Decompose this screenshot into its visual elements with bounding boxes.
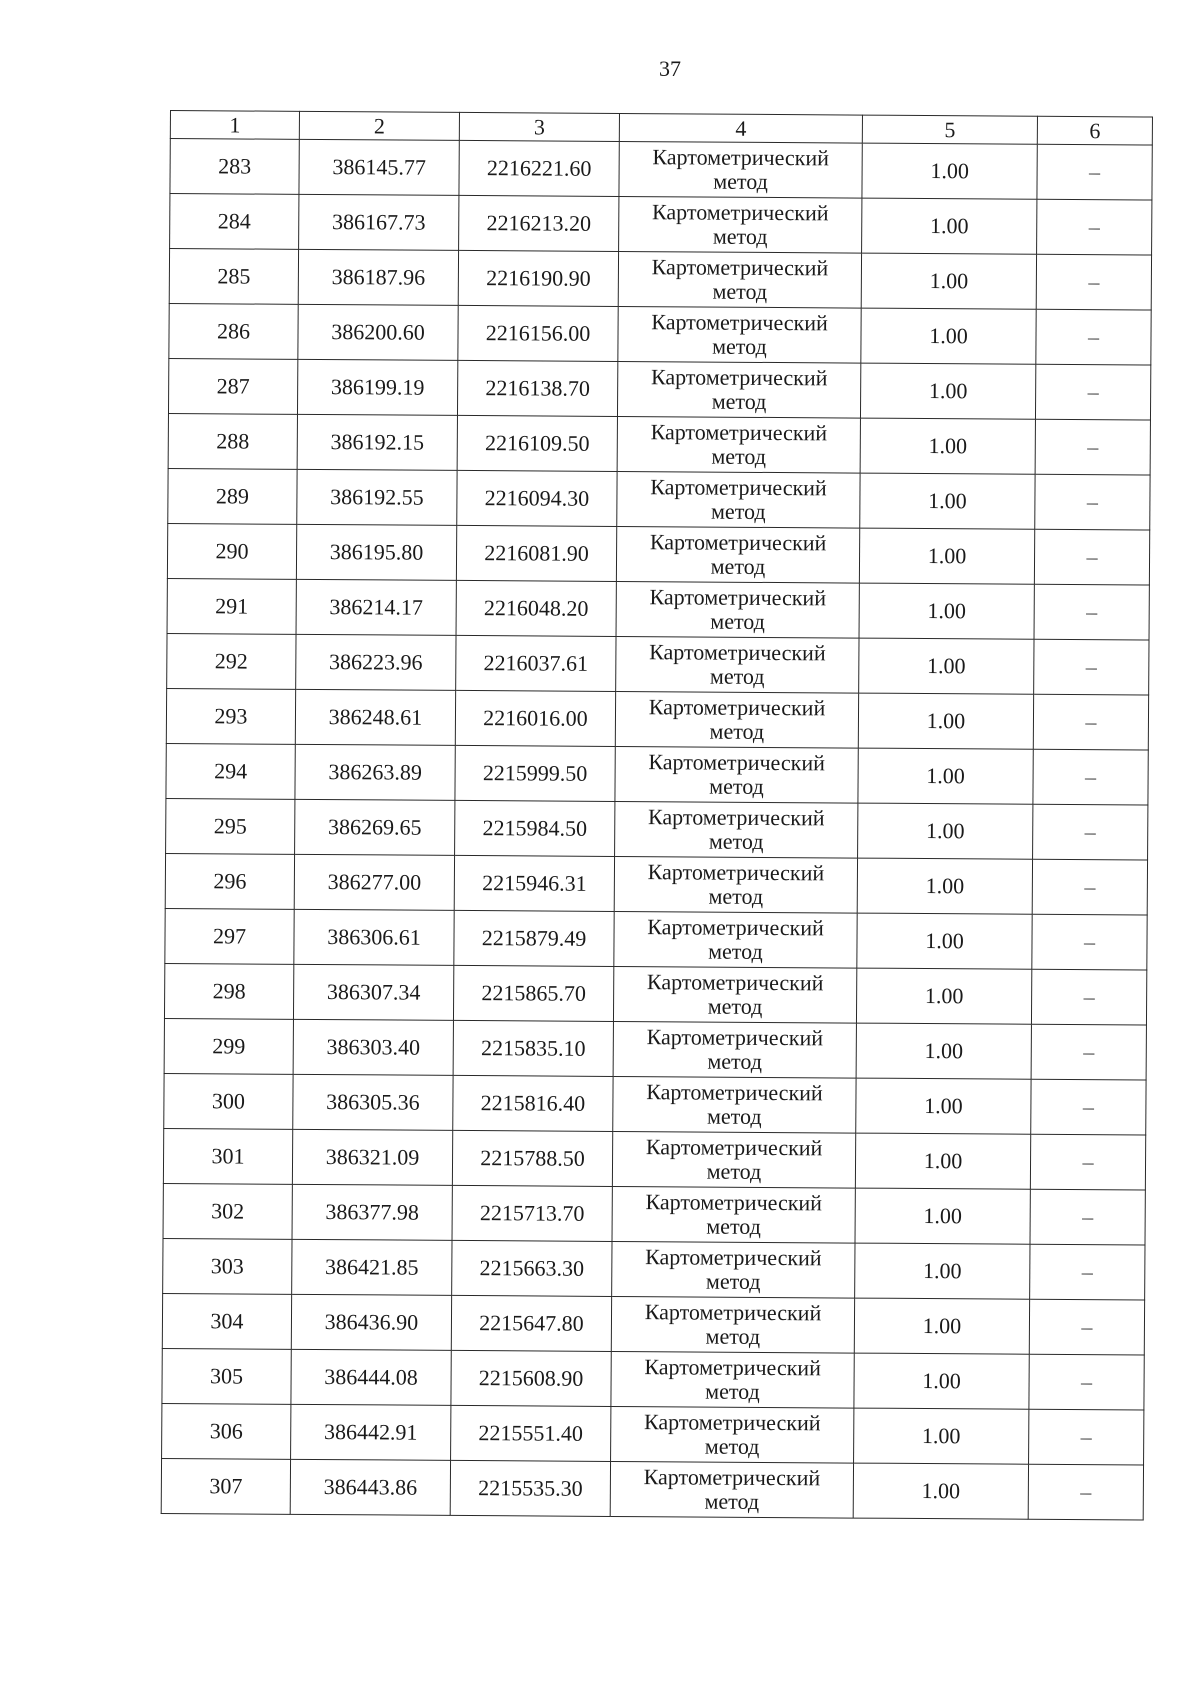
method-line-1: Картометрический <box>646 1079 823 1106</box>
x-coordinate-cell: 386321.09 <box>292 1129 452 1185</box>
method-cell <box>616 526 859 583</box>
note-cell: – <box>1030 1244 1145 1300</box>
method-line-2: метод <box>712 333 767 359</box>
method-line-2: метод <box>712 223 768 249</box>
x-coordinate-cell: 386214.17 <box>296 579 456 635</box>
x-coordinate-cell: 386248.61 <box>295 689 455 745</box>
accuracy-cell: 1.00 <box>859 583 1034 639</box>
method-line-2: метод <box>710 498 766 524</box>
x-coordinate-cell: 386192.15 <box>297 414 457 470</box>
table-row <box>170 139 1152 201</box>
x-coordinate-cell: 386443.86 <box>290 1459 450 1515</box>
method-line-2: метод <box>709 718 765 744</box>
method-cell <box>612 1131 855 1188</box>
method-line-1: Картометрический <box>643 1409 821 1436</box>
y-coordinate-cell: 2216094.30 <box>457 470 617 526</box>
table-row <box>169 303 1151 365</box>
method-line-2: метод <box>709 663 765 689</box>
table-row <box>165 853 1147 915</box>
note-cell: – <box>1033 749 1148 805</box>
accuracy-cell: 1.00 <box>861 253 1036 309</box>
header-cell-6: 6 <box>1037 116 1152 145</box>
x-coordinate-cell: 386307.34 <box>293 964 453 1020</box>
method-line-1: Картометрический <box>646 969 824 996</box>
method-cell <box>617 471 860 528</box>
point-number-cell: 291 <box>167 578 296 634</box>
method-line-1: Картометрический <box>650 364 828 391</box>
method-line-1: Картометрический <box>651 309 828 336</box>
table-row <box>163 1128 1145 1190</box>
method-line-2: метод <box>708 828 764 854</box>
method-cell <box>618 306 861 363</box>
table-row <box>164 1018 1146 1080</box>
coordinates-table <box>161 110 1153 1520</box>
header-cell-2: 2 <box>299 111 459 140</box>
method-cell <box>612 1241 855 1298</box>
method-cell <box>614 856 857 913</box>
x-coordinate-cell: 386145.77 <box>299 139 459 195</box>
header-cell-5: 5 <box>862 115 1037 144</box>
page-number: 37 <box>659 56 681 81</box>
method-cell <box>617 416 860 473</box>
method-line-2: метод <box>705 1268 761 1294</box>
accuracy-cell: 1.00 <box>855 1243 1030 1299</box>
header-cell-3: 3 <box>459 112 619 141</box>
method-line-1: Картометрический <box>648 749 826 776</box>
method-line-2: метод <box>708 938 763 964</box>
method-line-1: Картометрический <box>650 419 828 446</box>
accuracy-cell: 1.00 <box>860 473 1035 529</box>
y-coordinate-cell: 2215608.90 <box>451 1350 611 1406</box>
accuracy-cell: 1.00 <box>857 858 1032 914</box>
note-cell: – <box>1028 1464 1143 1520</box>
y-coordinate-cell: 2215713.70 <box>452 1185 612 1241</box>
y-coordinate-cell: 2216048.20 <box>456 580 616 636</box>
method-cell <box>616 581 859 638</box>
method-line-2: метод <box>705 1378 760 1404</box>
accuracy-cell: 1.00 <box>858 693 1033 749</box>
method-line-2: метод <box>704 1488 760 1514</box>
y-coordinate-cell: 2215816.40 <box>453 1075 613 1131</box>
method-line-1: Картометрический <box>652 144 830 171</box>
accuracy-cell: 1.00 <box>857 913 1032 969</box>
note-cell: – <box>1036 309 1151 365</box>
method-line-1: Картометрический <box>645 1189 823 1216</box>
point-number-cell: 290 <box>167 523 296 579</box>
method-line-1: Картометрический <box>647 859 825 886</box>
x-coordinate-cell: 386192.55 <box>297 469 457 525</box>
method-line-1: Картометрический <box>647 914 824 941</box>
accuracy-cell: 1.00 <box>855 1133 1030 1189</box>
point-number-cell: 306 <box>162 1403 291 1459</box>
header-cell-4: 4 <box>619 113 862 143</box>
table-row <box>167 523 1149 585</box>
accuracy-cell: 1.00 <box>860 418 1035 474</box>
x-coordinate-cell: 386277.00 <box>294 854 454 910</box>
x-coordinate-cell: 386263.89 <box>295 744 455 800</box>
table-row <box>163 1183 1145 1245</box>
table-row <box>164 963 1146 1025</box>
x-coordinate-cell: 386199.19 <box>297 359 457 415</box>
point-number-cell: 307 <box>161 1458 290 1514</box>
point-number-cell: 289 <box>168 468 297 524</box>
accuracy-cell: 1.00 <box>855 1188 1030 1244</box>
method-line-1: Картометрический <box>644 1354 821 1381</box>
point-number-cell: 285 <box>169 249 298 305</box>
y-coordinate-cell: 2215663.30 <box>452 1240 612 1296</box>
y-coordinate-cell: 2216016.00 <box>455 690 615 746</box>
table-row <box>170 194 1152 256</box>
method-cell <box>611 1296 854 1353</box>
method-cell <box>611 1351 854 1408</box>
accuracy-cell: 1.00 <box>858 748 1033 804</box>
point-number-cell: 293 <box>166 688 295 744</box>
y-coordinate-cell: 2215879.49 <box>454 910 614 966</box>
point-number-cell: 301 <box>163 1128 292 1184</box>
method-line-2: метод <box>712 278 768 304</box>
table-row <box>162 1403 1144 1465</box>
table-row <box>166 743 1148 805</box>
method-cell <box>619 141 862 198</box>
method-cell <box>615 691 858 748</box>
x-coordinate-cell: 386421.85 <box>292 1239 452 1295</box>
method-line-2: метод <box>710 608 765 634</box>
point-number-cell: 297 <box>165 908 294 964</box>
x-coordinate-cell: 386200.60 <box>298 304 458 360</box>
y-coordinate-cell: 2215788.50 <box>452 1130 612 1186</box>
table-row <box>162 1293 1144 1355</box>
accuracy-cell: 1.00 <box>856 1078 1031 1134</box>
y-coordinate-cell: 2216221.60 <box>459 140 619 196</box>
header-cell-1: 1 <box>170 111 299 140</box>
y-coordinate-cell: 2215984.50 <box>455 800 615 856</box>
accuracy-cell: 1.00 <box>858 803 1033 859</box>
point-number-cell: 300 <box>164 1073 293 1129</box>
point-number-cell: 303 <box>163 1238 292 1294</box>
method-line-1: Картометрический <box>644 1299 822 1326</box>
x-coordinate-cell: 386306.61 <box>294 909 454 965</box>
table-row <box>163 1238 1145 1300</box>
method-cell <box>618 251 861 308</box>
point-number-cell: 295 <box>166 798 295 854</box>
note-cell: – <box>1032 914 1147 970</box>
method-line-2: метод <box>707 1048 763 1074</box>
method-line-2: метод <box>707 993 763 1019</box>
y-coordinate-cell: 2216138.70 <box>457 360 617 416</box>
point-number-cell: 283 <box>170 139 299 195</box>
accuracy-cell: 1.00 <box>862 198 1037 254</box>
method-line-1: Картометрический <box>649 529 827 556</box>
x-coordinate-cell: 386444.08 <box>291 1349 451 1405</box>
method-cell <box>612 1186 855 1243</box>
method-line-2: метод <box>711 443 767 469</box>
y-coordinate-cell: 2216156.00 <box>458 305 618 361</box>
method-line-2: метод <box>709 773 764 799</box>
method-cell <box>616 636 859 693</box>
note-cell: – <box>1037 199 1152 255</box>
y-coordinate-cell: 2216109.50 <box>457 415 617 471</box>
note-cell: – <box>1034 584 1149 640</box>
method-line-2: метод <box>710 553 766 579</box>
accuracy-cell: 1.00 <box>859 638 1034 694</box>
method-line-1: Картометрический <box>647 804 825 831</box>
point-number-cell: 288 <box>168 413 297 469</box>
note-cell: – <box>1030 1134 1145 1190</box>
method-line-2: метод <box>706 1158 762 1184</box>
method-line-1: Картометрический <box>648 694 826 721</box>
note-cell: – <box>1035 474 1150 530</box>
method-line-2: метод <box>706 1103 762 1129</box>
note-cell: – <box>1035 364 1150 420</box>
note-cell: – <box>1031 969 1146 1025</box>
table-row <box>165 908 1147 970</box>
x-coordinate-cell: 386269.65 <box>295 799 455 855</box>
point-number-cell: 284 <box>170 194 299 250</box>
method-line-2: метод <box>711 388 767 414</box>
method-cell <box>619 196 862 253</box>
point-number-cell: 296 <box>165 853 294 909</box>
method-cell <box>613 1021 856 1078</box>
point-number-cell: 294 <box>166 743 295 799</box>
y-coordinate-cell: 2215551.40 <box>451 1405 611 1461</box>
x-coordinate-cell: 386167.73 <box>299 194 459 250</box>
method-line-1: Картометрический <box>651 254 829 281</box>
method-line-1: Картометрический <box>646 1024 824 1051</box>
table-row <box>161 1458 1143 1520</box>
method-cell <box>610 1461 853 1518</box>
y-coordinate-cell: 2216037.61 <box>456 635 616 691</box>
table-row <box>168 413 1150 475</box>
accuracy-cell: 1.00 <box>854 1353 1029 1409</box>
accuracy-cell: 1.00 <box>861 308 1036 364</box>
table-row <box>168 358 1150 420</box>
note-cell: – <box>1031 1024 1146 1080</box>
method-cell <box>617 361 860 418</box>
method-line-1: Картометрический <box>643 1464 821 1491</box>
note-cell: – <box>1032 859 1147 915</box>
x-coordinate-cell: 386187.96 <box>298 249 458 305</box>
table-row <box>166 798 1148 860</box>
method-line-2: метод <box>704 1433 760 1459</box>
y-coordinate-cell: 2215946.31 <box>454 855 614 911</box>
point-number-cell: 305 <box>162 1348 291 1404</box>
table-row <box>166 688 1148 750</box>
note-cell: – <box>1029 1409 1144 1465</box>
method-line-1: Картометрический <box>645 1134 823 1161</box>
point-number-cell: 298 <box>164 963 293 1019</box>
note-cell: – <box>1029 1299 1144 1355</box>
accuracy-cell: 1.00 <box>853 1463 1028 1519</box>
method-cell <box>615 801 858 858</box>
accuracy-cell: 1.00 <box>860 363 1035 419</box>
point-number-cell: 286 <box>169 303 298 359</box>
accuracy-cell: 1.00 <box>862 143 1037 199</box>
method-line-1: Картометрический <box>645 1244 822 1271</box>
y-coordinate-cell: 2215835.10 <box>453 1020 613 1076</box>
y-coordinate-cell: 2215535.30 <box>450 1460 610 1516</box>
x-coordinate-cell: 386377.98 <box>292 1184 452 1240</box>
method-line-1: Картометрический <box>652 199 829 226</box>
point-number-cell: 304 <box>162 1293 291 1349</box>
accuracy-cell: 1.00 <box>854 1298 1029 1354</box>
note-cell: – <box>1031 1079 1146 1135</box>
method-line-2: метод <box>713 168 768 194</box>
table-row <box>164 1073 1146 1135</box>
x-coordinate-cell: 386442.91 <box>291 1404 451 1460</box>
method-line-1: Картометрический <box>649 584 827 611</box>
y-coordinate-cell: 2216081.90 <box>456 525 616 581</box>
method-line-2: метод <box>706 1213 761 1239</box>
note-cell: – <box>1036 254 1151 310</box>
method-line-1: Картометрический <box>649 639 826 666</box>
note-cell: – <box>1030 1189 1145 1245</box>
accuracy-cell: 1.00 <box>854 1408 1029 1464</box>
y-coordinate-cell: 2215999.50 <box>455 745 615 801</box>
y-coordinate-cell: 2216213.20 <box>459 195 619 251</box>
method-cell <box>615 746 858 803</box>
point-number-cell: 292 <box>167 633 296 689</box>
method-cell <box>614 911 857 968</box>
y-coordinate-cell: 2216190.90 <box>458 250 618 306</box>
point-number-cell: 299 <box>164 1018 293 1074</box>
note-cell: – <box>1034 529 1149 585</box>
x-coordinate-cell: 386223.96 <box>296 634 456 690</box>
method-line-2: метод <box>705 1323 761 1349</box>
note-cell: – <box>1034 639 1149 695</box>
accuracy-cell: 1.00 <box>859 528 1034 584</box>
note-cell: – <box>1033 804 1148 860</box>
method-line-2: метод <box>708 883 764 909</box>
method-cell <box>613 1076 856 1133</box>
table-row <box>162 1348 1144 1410</box>
y-coordinate-cell: 2215647.80 <box>451 1295 611 1351</box>
accuracy-cell: 1.00 <box>856 1023 1031 1079</box>
table-row <box>167 578 1149 640</box>
note-cell: – <box>1037 144 1152 200</box>
method-cell <box>613 966 856 1023</box>
note-cell: – <box>1035 419 1150 475</box>
table-row <box>167 633 1149 695</box>
table-row <box>169 249 1151 311</box>
x-coordinate-cell: 386305.36 <box>293 1074 453 1130</box>
method-line-1: Картометрический <box>650 474 827 501</box>
method-cell <box>611 1406 854 1463</box>
x-coordinate-cell: 386303.40 <box>293 1019 453 1075</box>
accuracy-cell: 1.00 <box>856 968 1031 1024</box>
y-coordinate-cell: 2215865.70 <box>453 965 613 1021</box>
point-number-cell: 287 <box>168 358 297 414</box>
point-number-cell: 302 <box>163 1183 292 1239</box>
x-coordinate-cell: 386195.80 <box>296 524 456 580</box>
note-cell: – <box>1029 1354 1144 1410</box>
x-coordinate-cell: 386436.90 <box>291 1294 451 1350</box>
note-cell: – <box>1033 694 1148 750</box>
table-row <box>168 468 1150 530</box>
